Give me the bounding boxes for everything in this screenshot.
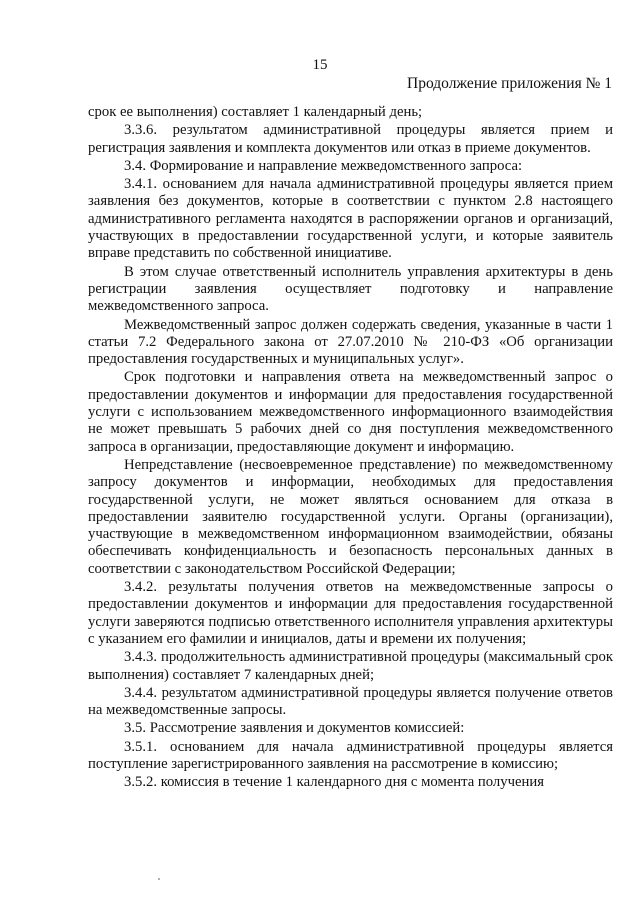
page-number: 15 bbox=[312, 57, 328, 73]
paragraph: 3.5. Рассмотрение заявления и документов комиссией: bbox=[124, 720, 465, 737]
paragraph: В этом случае ответственный исполнитель управления архитектуры в день регистрации заявления осуществляет подготовку и направление межведомственного запроса. bbox=[88, 263, 613, 315]
paragraph: срок ее выполнения) составляет 1 календарный день; bbox=[88, 104, 423, 120]
appendix-continuation-note: Продолжение приложения № 1 bbox=[407, 75, 612, 92]
paragraph: 3.5.2. комиссия в течение 1 календарного дня с момента получения bbox=[124, 774, 544, 791]
paragraph: Межведомственный запрос должен содержать сведения, указанные в части 1 статьи 7.2 Федерального закона от 27.07.2010 № 210-ФЗ «Об организации предоставления государственных и муниципальных услуг». bbox=[88, 316, 613, 368]
paragraph: 3.4.2. результаты получения ответов на межведомственные запросы о предоставлении документов и информации для предоставления государственной услуги заверяются подписью ответственного исполнителя управления архитектуры с указанием его фамилии и инициалов, даты и времени их получения; bbox=[88, 579, 613, 647]
paragraph: Срок подготовки и направления ответа на межведомственный запрос о предоставлении документов и информации для предоставления государственной услуги с использованием межведомственного информационного взаимодействия не может превышать 5 рабочих дней со дня поступления межведомственного запроса в организации, предоставляющие документ и информацию. bbox=[88, 369, 613, 455]
document-body bbox=[88, 104, 613, 793]
paragraph: 3.4.4. результатом административной процедуры является получение ответов на межведомственные запросы. bbox=[88, 684, 613, 719]
paragraph: 3.3.6. результатом административной процедуры является прием и регистрация заявления и комплекта документов или отказ в приеме документов. bbox=[88, 122, 613, 156]
paragraph: Непредставление (несвоевременное представление) по межведомственному запросу документов и информации, необходимых для предоставления государственной услуги, не может являться основанием для отказа в предоставлении заявителю государственной услуги. Органы (организации), участвующие в межведомственном информационном взаимодействии, обязаны обеспечивать конфиденциальность и безопасность персональных данных в соответствии с законодательством Российской Федерации; bbox=[88, 456, 613, 577]
paragraph: 3.4.3. продолжительность административной процедуры (максимальный срок выполнения) составляет 7 календарных дней; bbox=[88, 649, 613, 683]
scan-speck bbox=[158, 878, 160, 880]
paragraph: 3.4.1. основанием для начала административной процедуры является прием заявления без документов, которые в соответствии с пунктом 2.8 настоящего административного регламента находятся в распоряжении органов и организаций, участвующих в предоставлении государственной услуги, и которые заявитель вправе представить по собственной инициативе. bbox=[88, 176, 613, 262]
paragraph: 3.5.1. основанием для начала административной процедуры является поступление зарегистрированного заявления на рассмотрение в комиссию; bbox=[88, 738, 613, 772]
paragraph: 3.4. Формирование и направление межведомственного запроса: bbox=[124, 157, 523, 174]
